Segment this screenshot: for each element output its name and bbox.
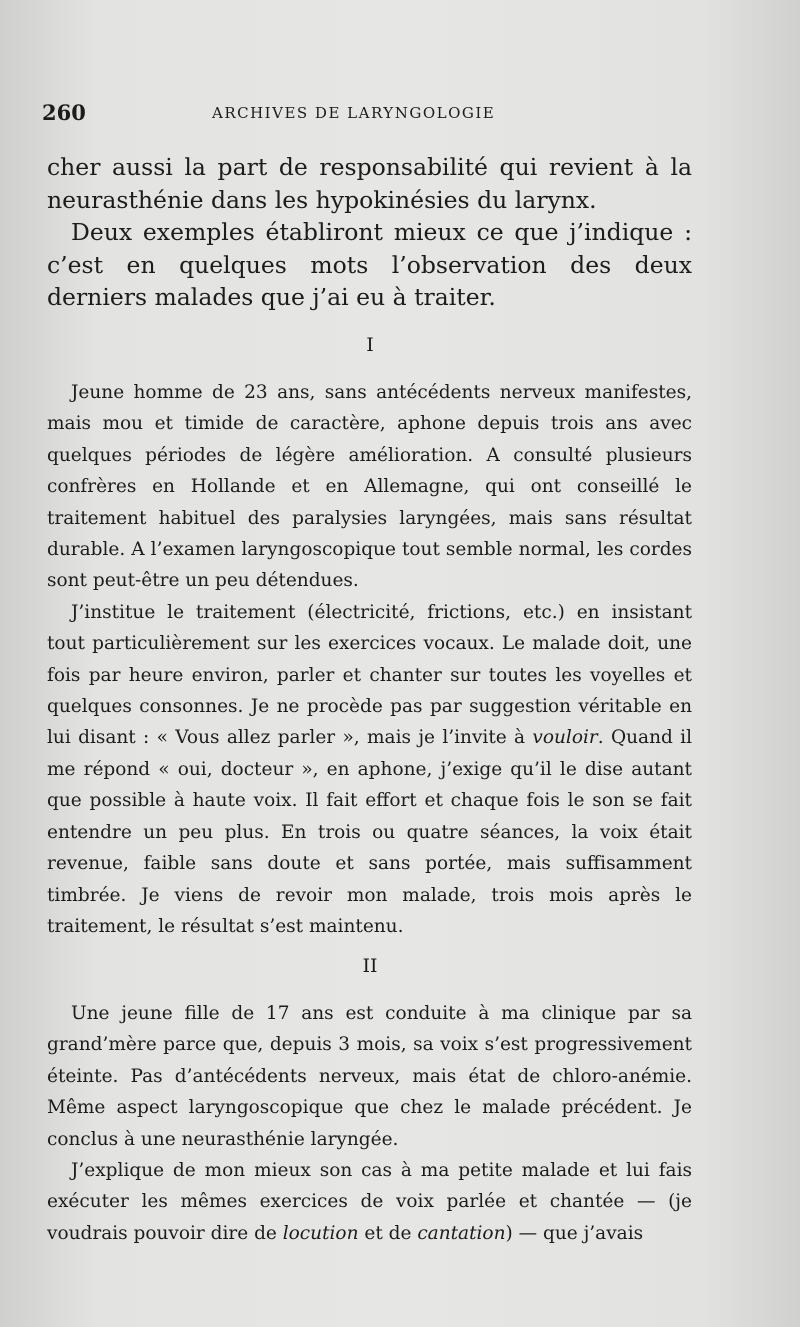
section-2-heading: II (362, 955, 378, 977)
section-1-heading: I (366, 334, 374, 356)
section-2-paragraph-2-part-c: ) — que j’avais (505, 1222, 644, 1244)
emphasis-cantation: cantation (417, 1222, 506, 1244)
section-2-paragraph-2-part-a: J’explique de mon mieux son cas à ma petite malade et lui fais exécuter les mêmes exercices de voix parlée et chantée — (je voudrais pouvoir dire de (47, 1160, 692, 1244)
page-number: 260 (42, 100, 86, 125)
running-title: ARCHIVES DE LARYNGOLOGIE (212, 104, 496, 122)
emphasis-locution: locution (282, 1222, 359, 1244)
section-1-paragraph-2 (47, 597, 692, 942)
section-1-paragraph-2-part-b: . Quand il me répond « oui, docteur », en aphone, j’exige qu’il le dise autant que possible à haute voix. Il fait effort et chaque fois le son se fait entendre un peu plus. En trois ou quatre séances, la voix était revenue, faible sans doute et sans portée, mais suffisamment timbrée. Je viens de revoir mon malade, trois mois après le traitement, le résultat s’est maintenu. (47, 727, 693, 937)
intro-paragraph-2: Deux exemples établiront mieux ce que j’indique : c’est en quelques mots l’observation des deux derniers malades que j’ai eu à traiter. (47, 218, 692, 311)
emphasis-vouloir: vouloir (532, 727, 598, 749)
section-1-text (47, 377, 692, 942)
intro-paragraph-1: cher aussi la part de responsabilité qui revient à la neurasthénie dans les hypokinésies du larynx. (47, 153, 692, 214)
section-2-text (47, 998, 692, 1249)
section-2-paragraph-2 (47, 1155, 692, 1249)
section-1-paragraph-2-part-a: J’institue le traitement (électricité, frictions, etc.) en insistant tout particulièrement sur les exercices vocaux. Le malade doit, une fois par heure environ, parler et chanter sur toutes les voyelles et quelques consonnes. Je ne procède pas par suggestion véritable en lui disant : « Vous allez parler », mais je l’invite à (47, 601, 692, 749)
page-header (42, 100, 692, 130)
section-2-paragraph-1: Une jeune fille de 17 ans est conduite à ma clinique par sa grand’mère parce que, depuis 3 mois, sa voix s’est progressivement éteinte. Pas d’antécédents nerveux, mais état de chloro-anémie. Même aspect laryngoscopique que chez le malade précédent. Je conclus à une neurasthénie laryngée. (47, 1003, 692, 1150)
section-2-paragraph-2-part-b: et de (358, 1222, 418, 1244)
intro-text (47, 151, 692, 314)
section-1-paragraph-1: Jeune homme de 23 ans, sans antécédents nerveux manifestes, mais mou et timide de caractère, aphone depuis trois ans avec quelques périodes de légère amélioration. A consulté plusieurs confrères en Hollande et en Allemagne, qui ont conseillé le traitement habituel des paralysies laryngées, mais sans résultat durable. A l’examen laryngoscopique tout semble normal, les cordes sont peut-être un peu détendues. (47, 382, 692, 592)
